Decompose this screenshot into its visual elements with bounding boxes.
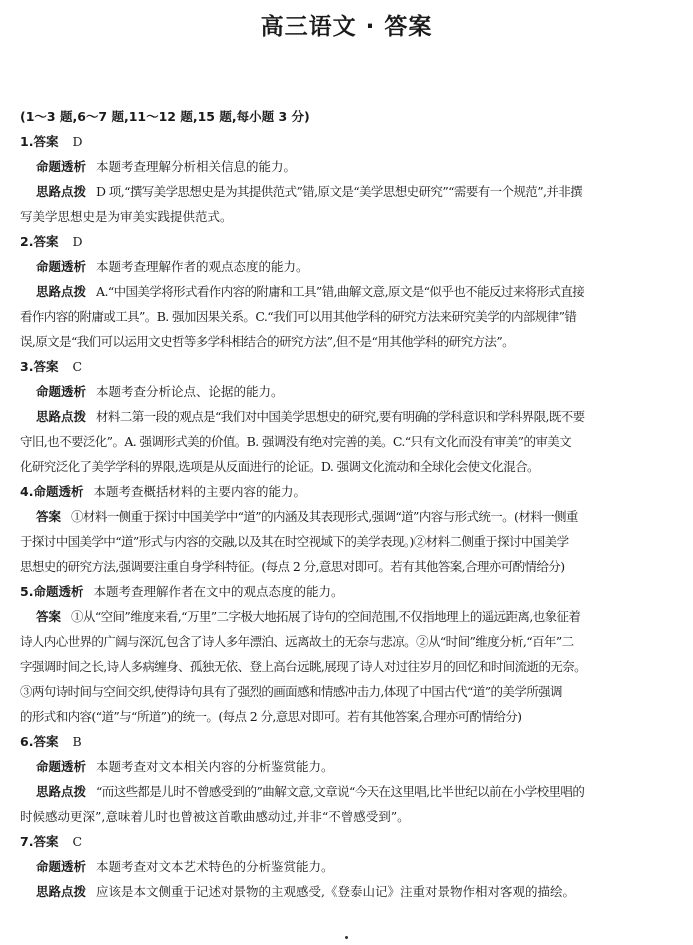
- q5-number: 5.: [20, 584, 34, 599]
- q7-answer-label: 答案: [33, 834, 59, 849]
- q2-tips-label: 思路点拨: [36, 284, 87, 299]
- q7-answer: [20, 829, 680, 854]
- q6-intent: [20, 754, 680, 779]
- q6-tips: [20, 779, 680, 804]
- q4-answer-line2: 于探讨中国美学中“道”形式与内容的交融,以及其在时空视域下的美学表现。)②材料二侧重于探讨中国美学: [20, 534, 569, 549]
- q3-intent-text: 本题考查分析论点、论据的能力。: [96, 384, 284, 399]
- q7-intent: [20, 854, 680, 879]
- q1-intent-text: 本题考查理解分析相关信息的能力。: [96, 159, 297, 174]
- q1-tips: [20, 179, 680, 204]
- q1-tips-line1: D 项,“撰写美学思想史是为其提供范式”错,原文是“美学思想史研究”“需要有一个规范”,并非撰: [96, 184, 583, 199]
- q2-tips-line1: A.“中国美学将形式看作内容的附庸和工具”错,曲解文意,原文是“似乎也不能反过来将形式直接: [96, 284, 585, 299]
- page-title: 高三语文 · 答案: [260, 14, 433, 40]
- q3-tips-line2: 守旧,也不要泛化”。A. 强调形式美的价值。B. 强调没有绝对完善的美。C.“只有文化而没有审美”的审美文: [20, 434, 572, 449]
- score-note: (1～3 题,6～7 题,11～12 题,15 题,每小题 3 分): [20, 109, 310, 124]
- q1-answer-value: D: [72, 134, 83, 149]
- q6-intent-text: 本题考查对文本相关内容的分析鉴赏能力。: [96, 759, 334, 774]
- q5-intent: [20, 579, 680, 604]
- q3-tips-line1: 材料二第一段的观点是“我们对中国美学思想史的研究,要有明确的学科意识和学科界限,既不要: [96, 409, 585, 424]
- q7-number: 7.: [20, 834, 34, 849]
- q5-intent-label: 命题透析: [33, 584, 84, 599]
- q7-tips-line1: 应该是本文侧重于记述对景物的主观感受,《登泰山记》注重对景物作相对客观的描绘。: [96, 884, 575, 899]
- q2-intent: [20, 254, 680, 279]
- q1-answer-label: 答案: [33, 134, 59, 149]
- q4-intent-text: 本题考查概括材料的主要内容的能力。: [93, 484, 306, 499]
- q5-answer-line3: 字强调时间之长,诗人多病缠身、孤独无依、登上高台远眺,展现了诗人对过往岁月的回忆和时间流逝的无奈。: [20, 659, 587, 674]
- q3-tips: [20, 404, 680, 429]
- q3-tips-line3: 化研究泛化了美学学科的界限,选项是从反面进行的论证。D. 强调文化流动和全球化会使文化混合。: [20, 459, 539, 474]
- q4-intent: [20, 479, 680, 504]
- q5-answer-line2: 诗人内心世界的广阔与深沉,包含了诗人多年漂泊、远离故土的无奈与悲凉。②从“时间”维度分析,“百年”二: [20, 634, 574, 649]
- q7-answer-value: C: [72, 834, 83, 849]
- q1-number: 1.: [20, 134, 34, 149]
- q6-tips-line1: “而这些都是儿时不曾感受到的”曲解文意,文章说“今天在这里唱,比半世纪以前在小学校里唱的: [96, 784, 585, 799]
- q3-intent: [20, 379, 680, 404]
- q2-tips: [20, 279, 680, 304]
- q2-tips-line2: 看作内容的附庸或工具”。B. 强加因果关系。C.“我们可以用其他学科的研究方法来研究美学的内部规律”错: [20, 309, 577, 324]
- q6-tips-label: 思路点拨: [36, 784, 87, 799]
- q7-intent-label: 命题透析: [36, 859, 87, 874]
- q3-tips-label: 思路点拨: [36, 409, 87, 424]
- q1-tips-line2: 写美学思想史是为审美实践提供范式。: [20, 209, 233, 224]
- q6-answer-value: B: [72, 734, 82, 749]
- q1-answer: [20, 129, 680, 154]
- q3-answer: [20, 354, 680, 379]
- q2-number: 2.: [20, 234, 34, 249]
- q1-tips-label: 思路点拨: [36, 184, 87, 199]
- q4-answer: [20, 504, 680, 529]
- q2-intent-label: 命题透析: [36, 259, 87, 274]
- q5-answer-line1: ①从“空间”维度来看,“万里”二字极大地拓展了诗句的空间范围,不仅指地理上的遥远距离,也象征着: [71, 609, 581, 624]
- q6-intent-label: 命题透析: [36, 759, 87, 774]
- q4-number: 4.: [20, 484, 34, 499]
- q6-tips-line2: 时候感动更深”,意味着儿时也曾被这首歌曲感动过,并非“不曾感受到”。: [20, 809, 410, 824]
- q4-answer-label: 答案: [36, 509, 62, 524]
- q4-answer-line1: ①材料一侧重于探讨中国美学中“道”的内涵及其表现形式,强调“道”内容与形式统一。(材料一侧重: [71, 509, 578, 524]
- q5-answer-line4: ③两句诗时间与空间交织,使得诗句具有了强烈的画面感和情感冲击力,体现了中国古代“道”的美学所强调: [20, 684, 562, 699]
- q2-answer-label: 答案: [33, 234, 59, 249]
- q7-tips: [20, 879, 680, 904]
- q2-answer-value: D: [72, 234, 83, 249]
- q4-intent-label: 命题透析: [33, 484, 84, 499]
- q5-answer-line5: 的形式和内容(“道”与“所道”)的统一。(每点 2 分,意思对即可。若有其他答案,合理亦可酌情给分): [20, 709, 522, 724]
- q3-intent-label: 命题透析: [36, 384, 87, 399]
- q5-answer: [20, 604, 680, 629]
- page-dot: [345, 936, 348, 939]
- q7-intent-text: 本题考查对文本艺术特色的分析鉴赏能力。: [96, 859, 334, 874]
- q6-answer-label: 答案: [33, 734, 59, 749]
- q1-intent-label: 命题透析: [36, 159, 87, 174]
- q7-tips-label: 思路点拨: [36, 884, 87, 899]
- q5-intent-text: 本题考查理解作者在文中的观点态度的能力。: [93, 584, 344, 599]
- q2-answer: [20, 229, 680, 254]
- q2-tips-line3: 误,原文是“我们可以运用文史哲等多学科相结合的研究方法”,但不是“用其他学科的研究方法”。: [20, 334, 515, 349]
- answer-content: [20, 104, 680, 904]
- q6-answer: [20, 729, 680, 754]
- q6-number: 6.: [20, 734, 34, 749]
- q3-number: 3.: [20, 359, 34, 374]
- q3-answer-label: 答案: [33, 359, 59, 374]
- q3-answer-value: C: [72, 359, 83, 374]
- q4-answer-line3: 思想史的研究方法,强调要注重自身学科特征。(每点 2 分,意思对即可。若有其他答案,合理亦可酌情给分): [20, 559, 565, 574]
- q5-answer-label: 答案: [36, 609, 62, 624]
- q2-intent-text: 本题考查理解作者的观点态度的能力。: [96, 259, 309, 274]
- q1-intent: [20, 154, 680, 179]
